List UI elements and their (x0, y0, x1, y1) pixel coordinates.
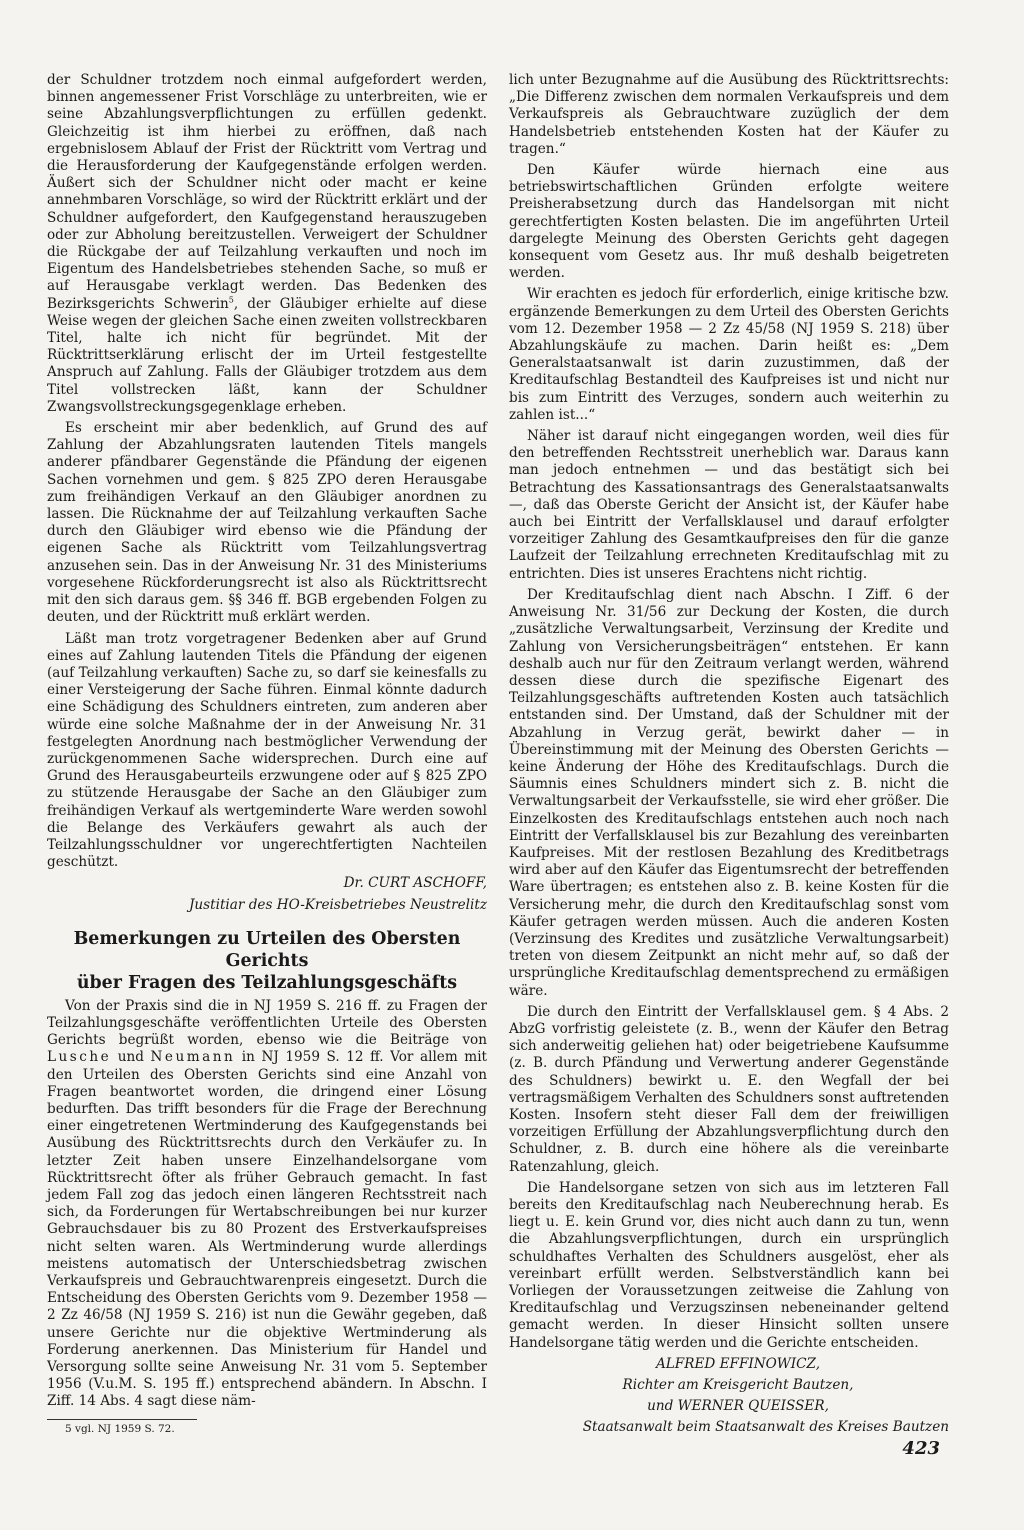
paragraph-3: Läßt man trotz vorgetragener Bedenken aber auf Grund eines auf Zahlung lautenden Titels die Pfändung der eigenen (auf Teilzahlung verkauften) Sache zu, so darf sie keinesfalls zu einer Versteigerung der Sache führen. Einmal könnte dadurch eine Schädigung des Schuldners eintreten, zum anderen aber würde eine solche Maßnahme der in der Anweisung Nr. 31 festgelegten Anordnung nach bestmöglicher Verwendung der zurückgenommenen Sache widersprechen. Durch eine auf Grund des Herausgabeurteils erzwungene oder auf § 825 ZPO zu stützende Herausgabe der Sache an den Gläubiger zum freihändigen Verkauf als wertgeminderte Ware werden sowohl die Belange des Verkäufers gewahrt als auch der Teilzahlungsschuldner vor ungerechtfertigten Nachteilen geschützt. (47, 630, 487, 871)
page-number: 423 (902, 1438, 940, 1459)
paragraph-4-rest: in NJ 1959 S. 12 ff. Vor allem mit den Urteilen des Obersten Gerichts sind eine Anzahl von Fragen beantwortet worden, die dringend einer Lösung bedurften. Das trifft besonders für die Frage der Berechnung einer eingetretenen Wertminderung des Kaufgegenstands bei Ausübung des Rücktrittsrechts durch den Verkäufer zu. In letzter Zeit haben unsere Einzelhandelsorgane vom Rücktrittsrecht öfter als früher Gebrauch gemacht. In fast jedem Fall zog das jedoch einen längeren Rechtsstreit nach sich, da Forderungen für Wertabschreibungen bei nur kurzer Gebrauchsdauer bis zu 80 Prozent des Erstverkaufspreises nicht selten waren. Als Wertminderung wurde allerdings meistens automatisch der Unterschiedsbetrag zwischen Verkaufspreis und Gebrauchtwarenpreis eingesetzt. Durch die Entscheidung des Obersten Gerichts vom 9. Dezember 1958 — 2 Zz 46/58 (NJ 1959 S. 216) ist nun die Gewähr gegeben, daß unsere Gerichte nur die objektive Wertminderung als Forderung anerkennen. Das Ministerium für Handel und Versorgung sollte seine Anweisung Nr. 31 vom 5. September 1956 (V.u.M. S. 195 ff.) entsprechend abändern. In Abschn. I Ziff. 14 Abs. 4 sagt diese näm- (47, 1049, 488, 1410)
right-paragraph-1: lich unter Bezugnahme auf die Ausübung des Rücktrittsrechts: „Die Differenz zwischen dem normalen Verkaufspreis und dem Verkaufspreis als Gebrauchtware zuzüglich der dem Handelsbetrieb entstehenden Kosten hat der Käufer zu tragen.“ (509, 72, 949, 157)
intro-paragraph (47, 72, 487, 416)
right-paragraph-6: Die durch den Eintritt der Verfallsklausel gem. § 4 Abs. 2 AbzG vorfristig geleistete (z. B., wenn der Käufer den Betrag sich anderweitig geliehen hat) oder beigetriebene Kaufsumme (z. B. durch Pfändung und Verwertung anderer Gegenstände des Schuldners) bewirkt u. E. den Wegfall der bei vertragsmäßigem Verhalten des Schuldners sonst auftretenden Kosten. Insofern steht dieser Fall dem der freiwilligen vorzeitigen Erfüllung der Abzahlungsverpflichtung durch den Schuldner, z. B. durch eine höhere als die vereinbarte Ratenzahlung, gleich. (509, 1003, 949, 1175)
right-paragraph-7: Die Handelsorgane setzen von sich aus im letzteren Fall bereits den Kreditaufschlag nach Neuberechnung herab. Es liegt u. E. kein Grund vor, dies nicht auch dann zu tun, wenn die Abzahlungsverpflichtungen, durch ein ursprünglich schuldhaftes Verhalten des Schuldners ausgelöst, eher als vereinbart erfüllt werden. Selbstverständlich kann bei Vorliegen der Voraussetzungen zeitweise die Zahlung von Kreditaufschlag und Verzugszinsen nebeneinander geltend gemacht werden. In dieser Hinsicht sollten unsere Handelsorgane tätig werden und die Gerichte entscheiden. (509, 1179, 949, 1351)
footnote: 5 vgl. NJ 1959 S. 72. (65, 1422, 175, 1435)
footnote-marker: 5 (228, 295, 234, 305)
right-paragraph-2: Den Käufer würde hiernach eine aus betriebswirtschaftlichen Gründen erfolgte weitere Preisherabsetzung durch das Handelsorgan mit nicht gerechtfertigten Kosten belasten. Die im angeführten Urteil dargelegte Meinung des Obersten Gerichts geht dagegen konsequent vom Gesetz aus. Ihr muß deshalb beigetreten werden. (509, 162, 949, 282)
author-2-title: Staatsanwalt beim Staatsanwalt des Kreises Bautzen (582, 1419, 949, 1436)
author-2-name: und WERNER QUEISSER, (647, 1398, 829, 1415)
signature-block (509, 1356, 949, 1437)
intro-text: der Schuldner trotzdem noch einmal aufgefordert werden, binnen angemessener Frist Vorschläge zu unterbreiten, wie er seine Abzahlungsverpflichtungen zu erfüllen gedenkt. Gleichzeitig ist ihm hierbei zu eröffnen, daß nach ergebnislosem Ablauf der Frist der Rücktritt vom Vertrag und die Herausforderung der Kaufgegenstände erfolgen werden. Äußert sich der Schuldner nicht oder macht er keine annehmbaren Vorschläge, so wird der Rücktritt erklärt und der Schuldner aufgefordert, den Kaufgegenstand herauszugeben oder zur Abholung bereitzustellen. Verweigert der Schuldner die Rückgabe der auf Teilzahlung verkauften und noch im Eigentum des Handelsbetriebes stehenden Sache, so muß er auf Herausgabe verklagt werden. Das Bedenken des Bezirksgerichts Schwerin (47, 72, 487, 312)
author-title: Justitiar des HO-Kreisbetriebes Neustrelitz (188, 896, 487, 913)
article-headline (47, 928, 487, 994)
author-name: Dr. CURT ASCHOFF, (343, 875, 487, 892)
conjunction: und (111, 1049, 151, 1066)
left-column (47, 72, 487, 1436)
paragraph-4-start: Von der Praxis sind die in NJ 1959 S. 216 ff. zu Fragen der Teilzahlungsgeschäfte veröffentlichten Urteile des Obersten Gerichts begrüßt worden, ebenso wie die Beiträge von (47, 997, 487, 1049)
right-column (509, 72, 949, 1437)
headline-line-1: Bemerkungen zu Urteilen des Obersten Gerichts (73, 928, 461, 971)
headline-line-2: über Fragen des Teilzahlungsgeschäfts (76, 972, 458, 993)
author-1-name: ALFRED EFFINOWICZ, (655, 1355, 821, 1372)
author-ref-lusche: Lusche (47, 1049, 112, 1066)
footnote-divider (47, 1419, 197, 1420)
author-1-title: Richter am Kreisgericht Bautzen, (622, 1377, 854, 1394)
paragraph-2: Es erscheint mir aber bedenklich, auf Grund des auf Zahlung der Abzahlungsraten lautenden Titels mangels anderer pfändbarer Gegenstände die Pfändung der eigenen Sachen vornehmen und gem. § 825 ZPO deren Herausgabe zum freihändigen Verkauf an den Gläubiger anordnen zu lassen. Die Rücknahme der auf Teilzahlung verkauften Sache durch den Gläubiger wird ebenso wie die Pfändung der eigenen Sache als Rücktritt vom Teilzahlungsvertrag anzusehen sein. Das in der Anweisung Nr. 31 des Ministeriums vorgesehene Rückforderungsrecht ist also als Rücktrittsrecht mit den sich daraus gem. §§ 346 ff. BGB ergebenden Folgen zu deuten, und der Rücktritt muß erklärt werden. (47, 420, 487, 626)
intro-continuation: , der Gläubiger erhielte auf diese Weise wegen der gleichen Sache einen zweiten vollstreckbaren Titel, halte ich nicht für begründet. Mit der Rücktrittserklärung erlischt der im Urteil festgestellte Anspruch auf Zahlung. Falls der Gläubiger trotzdem aus dem Titel vollstrecken läßt, kann der Schuldner Zwangsvollstreckungsgegenklage erheben. (47, 295, 487, 415)
right-paragraph-5: Der Kreditaufschlag dient nach Abschn. I Ziff. 6 der Anweisung Nr. 31/56 zur Deckung der Kosten, die durch „zusätzliche Verwaltungsarbeit, Verzinsung der Kredite und Zahlung von Versicherungsbeiträgen“ entstehen. Er kann deshalb auch nur für den Zeitraum verlangt werden, während dessen diese durch die spezifische Eigenart des Teilzahlungsgeschäfts auftretenden Kosten auch tatsächlich entstanden sind. Der Umstand, daß der Schuldner mit der Abzahlung in Verzug gerät, bewirkt daher — in Übereinstimmung mit der Meinung des Obersten Gerichts — keine Änderung der Höhe des Kreditaufschlags. Durch die Säumnis eines Schuldners mindert sich z. B. nicht die Verwaltungsarbeit der Verkaufsstelle, sie wird eher größer. Die Einzelkosten des Kreditaufschlags entstehen auch noch nach Eintritt der Verfallsklausel bis zur Bezahlung des vereinbarten Kaufpreises. Mit der restlosen Bezahlung des Kreditbetrags wird aber auf den Käufer das Eigentumsrecht der betreffenden Ware übertragen; es entstehen also z. B. keine Kosten für die Versicherung mehr, die durch den Kreditaufschlag sonst vom Käufer getragen werden müssen. Auch die anderen Kosten (Verzinsung des Kredites und zusätzliche Verwaltungsarbeit) treten von diesem Zeitpunkt an nicht mehr auf, so daß der ursprüngliche Kreditaufschlag dementsprechend zu ermäßigen wäre. (509, 586, 949, 999)
paragraph-4 (47, 998, 487, 1411)
right-paragraph-3: Wir erachten es jedoch für erforderlich, einige kritische bzw. ergänzende Bemerkungen zu dem Urteil des Obersten Gerichts vom 12. Dezember 1958 — 2 Zz 45/58 (NJ 1959 S. 218) über Abzahlungskäufe zu machen. Darin heißt es: „Dem Generalstaatsanwalt ist darin zuzustimmen, daß der Kreditaufschlag Bestandteil des Kaufpreises ist und nicht nur bis zum Eintritt des Verzuges, sondern auch weiterhin zu zahlen ist...“ (509, 286, 949, 423)
right-paragraph-4: Näher ist darauf nicht eingegangen worden, weil dies für den betreffenden Rechtsstreit unerheblich war. Daraus kann man jedoch entnehmen — und das bestätigt sich bei Betrachtung des Kassationsantrags des Generalstaatsanwalts —, daß das Oberste Gericht der Ansicht ist, der Käufer habe auch bei Eintritt der Verfallsklausel und darauf erfolgter vorzeitiger Zahlung des Gesamtkaufpreises den für die ganze Laufzeit der Teilzahlung errechneten Kreditaufschlag mit zu entrichten. Dies ist unseres Erachtens nicht richtig. (509, 428, 949, 582)
author-ref-neumann: Neumann (150, 1049, 236, 1066)
